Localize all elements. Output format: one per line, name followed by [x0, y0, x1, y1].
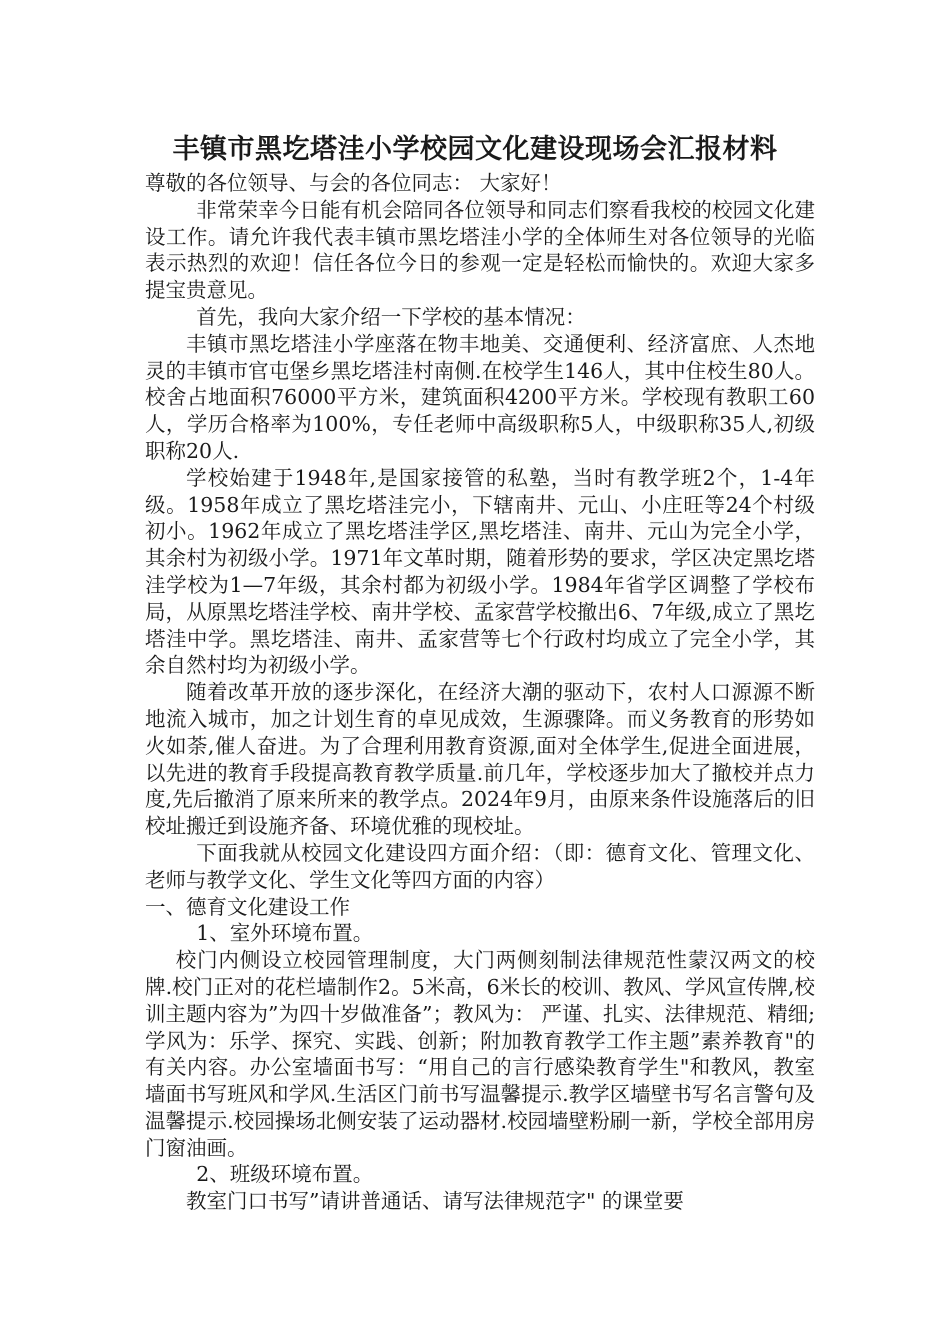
paragraph-reform: 随着改革开放的逐步深化，在经济大潮的驱动下，农村人口源源不断地流入城市，加之计划生育的卓见成效，生源骤降。而义务教育的形势如火如荼,催人奋进。为了合理利用教育资源,面对全体学生,促进全面进展，以先进的教育手段提高教育教学质量.前几年，学校逐步加大了撤校并点力度,先后撤消了原来所来的教学点。2024年9月，由原来条件设施落后的旧校址搬迁到设施齐备、环境优雅的现校址。 [145, 680, 815, 839]
paragraph-four-aspects: 下面我就从校园文化建设四方面介绍：（即：德育文化、管理文化、老师与教学文化、学生文化等四方面的内容） [145, 840, 815, 892]
subsection-heading-classroom: 2、班级环境布置。 [196, 1162, 374, 1187]
document-title: 丰镇市黑圪塔洼小学校园文化建设现场会汇报材料 [172, 134, 778, 165]
paragraph-intro: 首先，我向大家介绍一下学校的基本情况： [196, 304, 586, 329]
document-body [145, 170, 815, 1215]
paragraph-school-history: 学校始建于1948年,是国家接管的私塾，当时有教学班2个，1-4年级。1958年成立了黑圪塔洼完小，下辖南井、元山、小庄旺等24个村级初小。1962年成立了黑圪塔洼学区,黑圪塔洼、南井、元山为完全小学，其余村为初级小学。1971年文革时期，随着形势的要求，学区决定黑圪塔洼学校为1—7年级，其余村都为初级小学。1984年省学区调整了学校布局，从原黑圪塔洼学校、南井学校、孟家营学校撤出6、7年级,成立了黑圪塔洼中学。黑圪塔洼、南井、孟家营等七个行政村均成立了完全小学，其余自然村均为初级小学。 [145, 465, 815, 678]
paragraph-classroom-layout: 教室门口书写”请讲普通话、请写法律规范字" 的课堂要 [186, 1189, 684, 1214]
subsection-heading-outdoor: 1、室外环境布置。 [196, 921, 374, 946]
paragraph-outdoor-layout: 校门内侧设立校园管理制度，大门两侧刻制法律规范性蒙汉两文的校牌.校门正对的花栏墙制作2。5米高，6米长的校训、教风、学风宣传牌,校训主题内容为”为四十岁做准备”；教风为： 严谨、扎实、法律规范、精细;学风为：乐学、探究、实践、创新；附加教育教学工作主题”素养教育"的有关内容。办公室墙面书写：“用自己的言行感染教育学生"和教风，教室墙面书写班风和学风.生活区门前书写温馨提示.教学区墙壁书写名言警句及温馨提示.校园操场北侧安装了运动器材.校园墙壁粉刷一新，学校全部用房门窗油画。 [145, 948, 815, 1160]
paragraph-greeting: 尊敬的各位领导、与会的各位同志： 大家好！ [145, 171, 562, 195]
paragraph-welcome: 非常荣幸今日能有机会陪同各位领导和同志们察看我校的校园文化建设工作。请允许我代表丰镇市黑圪塔洼小学的全体师生对各位领导的光临表示热烈的欢迎！信任各位今日的参观一定是轻松而愉快的。欢迎大家多提宝贵意见。 [145, 197, 815, 303]
paragraph-school-overview: 丰镇市黑圪塔洼小学座落在物丰地美、交通便利、经济富庶、人杰地灵的丰镇市官屯堡乡黑圪塔洼村南侧.在校学生146人，其中住校生80人。校舍占地面积76000平方米，建筑面积4200平方米。学校现有教职工60人，学历合格率为100%，专任老师中高级职称5人，中级职称35人,初级职称20人. [145, 331, 815, 463]
section-heading-moral-education: 一、德育文化建设工作 [145, 894, 350, 919]
